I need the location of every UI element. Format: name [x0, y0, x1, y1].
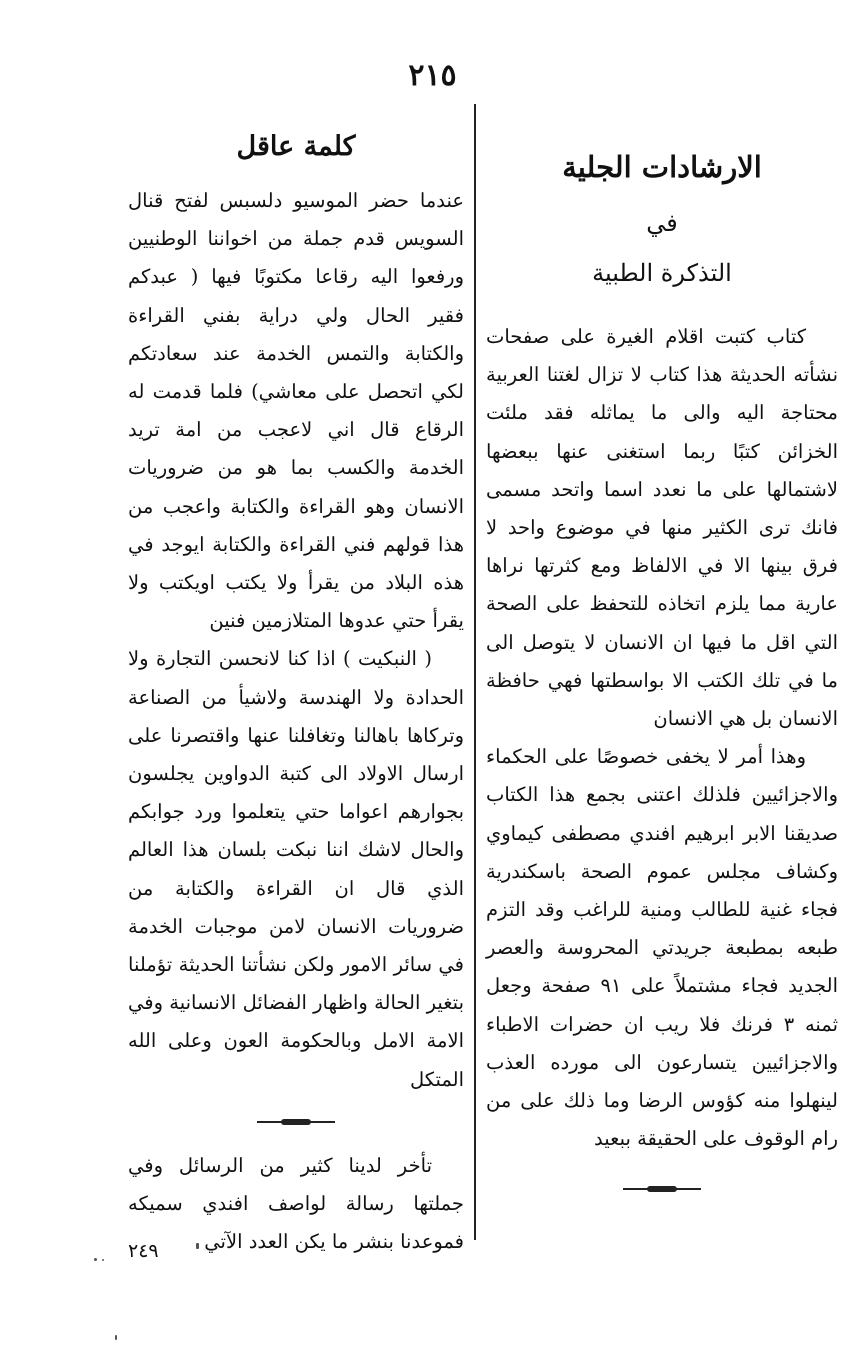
folio-number: ٢٤٩ — [128, 1240, 159, 1262]
section-divider-flourish — [257, 1121, 335, 1123]
article-paragraph: عندما حضر الموسيو دلسبس لفتح قنال السويس قدم جملة من اخواننا الوطنيين ورفعوا اليه رقاعا مكتوبًا فيها ( عبدكم فقير الحال ولي دراية بفني القراءة والكتابة والتمس الخدمة عند سعادتكم لكي اتحصل على معاشي) فلما قدمت له الرقاع قال اني لاعجب من امة تريد الخدمة والكسب بما هو من ضروريات الانسان وهو القراءة والكتابة واعجب من هذا قولهم فني القراءة والكتابة ايوجد في هذه البلاد من يقرأ ولا يكتب اويكتب ولا يقرأ حتي عدوها المتلازمين فنين — [128, 189, 464, 633]
page-number: ٢١٥ — [408, 58, 457, 93]
article-title: كلمة عاقل — [236, 131, 356, 162]
ink-speck — [94, 1258, 97, 1261]
ink-speck — [196, 1243, 199, 1249]
ink-speck — [115, 1335, 117, 1340]
editorial-note: تأخر لدينا كثير من الرسائل وفي جملتها رسالة لواصف افندي سميكه فموعدنا بنشر ما يكن العدد الآتي — [128, 1153, 464, 1254]
section-divider-flourish — [623, 1188, 701, 1190]
left-column — [128, 122, 464, 1261]
article-subtitle: التذكرة الطبية — [592, 259, 732, 287]
article-paragraph: كتاب كتبت اقلام الغيرة على صفحات نشأته الحديثة هذا كتاب لا تزال لغتنا العربية محتاجة اليه والى ما يماثله فقد ملئت الخزائن كتبًا ربما استغنى عنها ببعضها لاشتمالها على ما نعدد اسما واتحد مسمى فانك ترى الكثير منها في موضوع واحد لا فرق بينها الا في الالفاظ ومع كثرتها نراها عارية مما يلزم اتخاذه للتحفظ على الصحة التي اقل ما فيها ان الانسان لا يتوصل الى ما في تلك الكتب الا بواسطتها فهي حافظة الانسان بل هي الانسان — [486, 325, 838, 731]
ink-speck — [102, 1259, 104, 1261]
article-title: الارشادات الجلية — [562, 150, 762, 184]
column-divider — [474, 104, 476, 1240]
article-paragraph: ( النبكيت ) اذا كنا لانحسن التجارة ولا الحدادة ولا الهندسة ولاشيأ من الصناعة وتركاها باهالنا وتغافلنا عنها واقتصرنا على ارسال الاولاد الى كتبة الدواوين يجلسون بجوارهم اعواما حتي يتعلموا ورد جوابكم والحال لاشك اننا نبكت بلسان هذا العالم الذي قال ان القراءة والكتابة من ضروريات الانسان لامن موجبات الخدمة في سائر الامور ولكن نشأتنا الحديثة تؤملنا بتغير الحالة واظهار الفضائل الانسانية وفي الامة الامل وبالحكومة العون وعلى الله المتكل — [128, 647, 464, 1091]
right-column — [486, 142, 838, 1214]
article-paragraph: وهذا أمر لا يخفى خصوصًا على الحكماء والاجزائيين فلذلك اعتنى بجمع هذا الكتاب صديقنا الابر ابرهيم افندي مصطفى كيماوي وكشاف مجلس عموم الصحة باسكندرية فجاء غنية للطالب ومنية للراغب وقد التزم طبعه بمطبعة جريدتي المحروسة والعصر الجديد فجاء مشتملاً على ٩١ صفحة وجعل ثمنه ٣ فرنك فلا ريب ان حضرات الاطباء والاجزائيين يتسارعون الى مورده العذب لينهلوا منه كؤوس الرضا وما ذلك على من رام الوقوف على الحقيقة ببعيد — [486, 745, 839, 1151]
article-title-connector: في — [646, 209, 678, 237]
